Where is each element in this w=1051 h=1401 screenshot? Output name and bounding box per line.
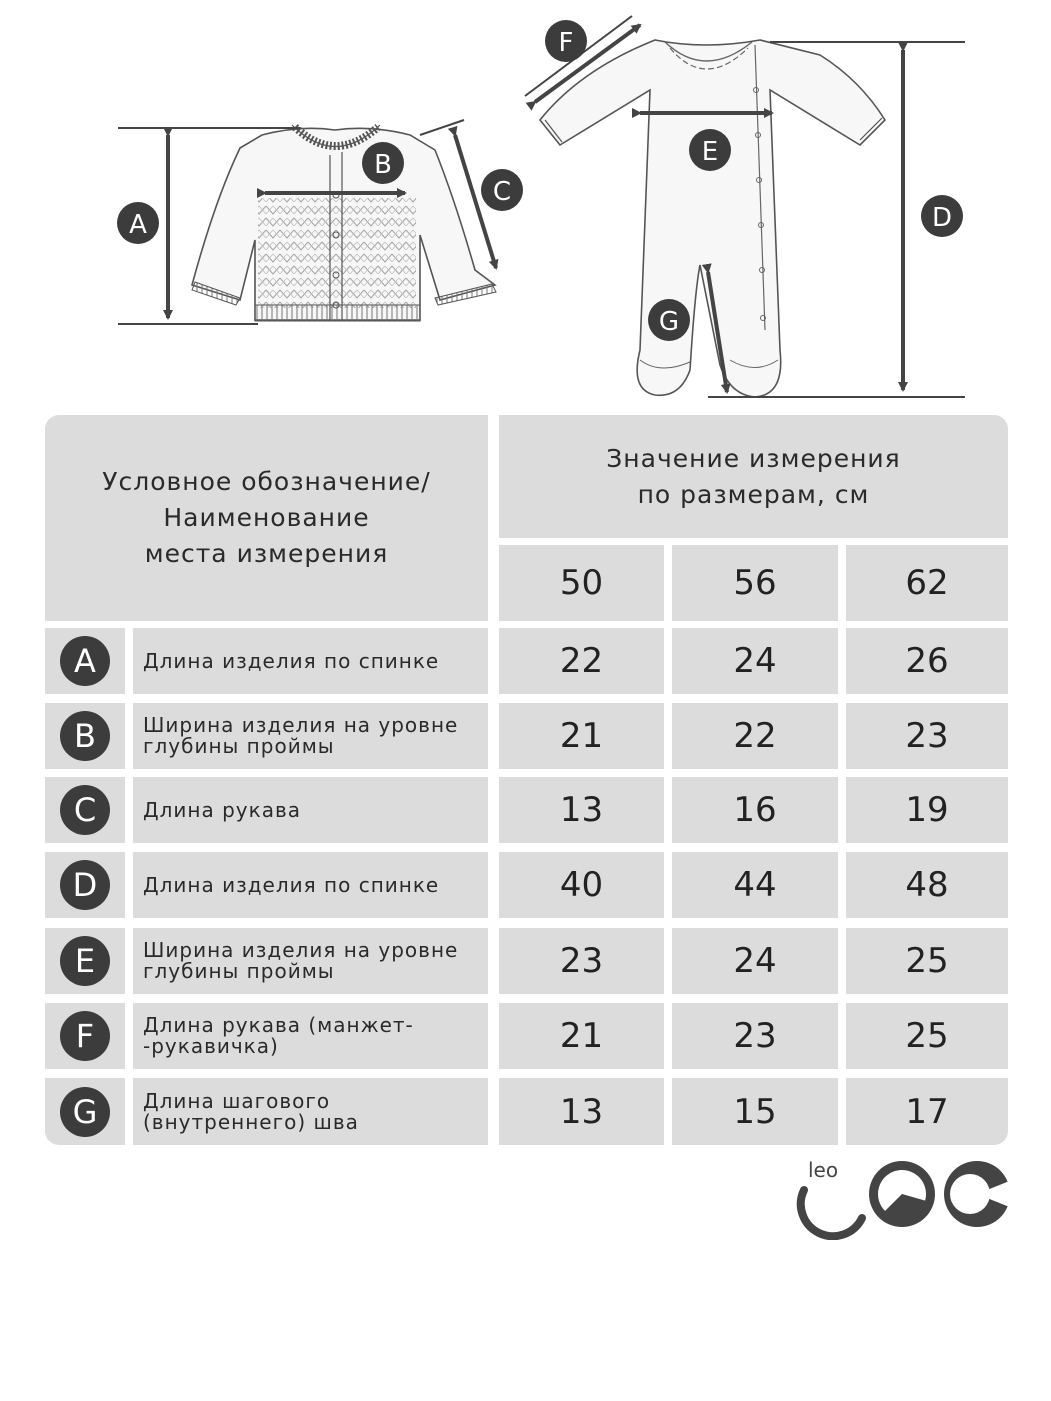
- marker-a: [117, 202, 159, 244]
- row-c-value-62: 19: [846, 777, 1008, 843]
- row-f-value-62: 25: [846, 1003, 1008, 1069]
- row-d-value-50: 40: [499, 852, 664, 918]
- marker-f: [545, 20, 587, 62]
- header-left-line-1: Условное обозначение/: [102, 467, 431, 496]
- sleepsuit-drawing: [540, 40, 885, 397]
- row-b-value-62: 23: [846, 703, 1008, 769]
- row-b-name: Ширина изделия на уровне глубины проймы: [133, 703, 488, 769]
- svg-text:E: E: [701, 137, 719, 167]
- row-c-value-56: 16: [672, 777, 838, 843]
- svg-text:G: G: [658, 307, 680, 337]
- svg-text:B: B: [374, 150, 392, 180]
- brand-logo: [790, 1150, 1015, 1240]
- row-a-letter: [45, 628, 125, 694]
- row-e-letter: [45, 928, 125, 994]
- row-g-value-62: 17: [846, 1078, 1008, 1145]
- row-e-name: Ширина изделия на уровне глубины проймы: [133, 928, 488, 994]
- svg-text:C: C: [492, 177, 512, 207]
- row-d-value-56: 44: [672, 852, 838, 918]
- header-measurement-place: [45, 415, 488, 621]
- svg-text:F: F: [558, 28, 574, 58]
- row-a-value-62: 26: [846, 628, 1008, 694]
- size-header-56: 56: [672, 545, 838, 621]
- svg-text:D: D: [931, 203, 953, 233]
- row-f-value-56: 23: [672, 1003, 838, 1069]
- row-g-name: Длина шагового (внутреннего) шва: [133, 1078, 488, 1145]
- size-header-62: 62: [846, 545, 1008, 621]
- letter-a-badge: A: [60, 636, 110, 686]
- letter-f-badge: F: [60, 1011, 110, 1061]
- header-measurement-value: [499, 415, 1008, 538]
- header-left-line-2: Наименование: [163, 503, 370, 532]
- marker-e: [689, 129, 731, 171]
- row-a-value-50: 22: [499, 628, 664, 694]
- row-b-value-50: 21: [499, 703, 664, 769]
- letter-d-badge: D: [60, 860, 110, 910]
- letter-b-badge: B: [60, 711, 110, 761]
- row-d-letter: [45, 852, 125, 918]
- row-b-letter: [45, 703, 125, 769]
- row-b-value-56: 22: [672, 703, 838, 769]
- row-g-letter: [45, 1078, 125, 1145]
- row-f-name: Длина рукава (манжет- -рукавичка): [133, 1003, 488, 1069]
- cardigan-drawing: [192, 125, 496, 321]
- row-d-value-62: 48: [846, 852, 1008, 918]
- row-e-value-56: 24: [672, 928, 838, 994]
- row-e-value-50: 23: [499, 928, 664, 994]
- row-g-value-56: 15: [672, 1078, 838, 1145]
- row-f-value-50: 21: [499, 1003, 664, 1069]
- row-c-letter: [45, 777, 125, 843]
- row-c-value-50: 13: [499, 777, 664, 843]
- header-right-line-2: по размерам, см: [637, 479, 870, 509]
- letter-e-badge: E: [60, 936, 110, 986]
- size-header-50: 50: [499, 545, 664, 621]
- header-left-line-3: места измерения: [144, 539, 389, 568]
- garment-illustration: [0, 0, 1051, 410]
- svg-text:A: A: [129, 210, 147, 240]
- row-a-name: Длина изделия по спинке: [133, 628, 488, 694]
- row-d-name: Длина изделия по спинке: [133, 852, 488, 918]
- header-right-line-1: Значение измерения: [606, 443, 901, 473]
- row-c-name: Длина рукава: [133, 777, 488, 843]
- row-a-value-56: 24: [672, 628, 838, 694]
- row-f-letter: [45, 1003, 125, 1069]
- marker-d: [921, 195, 963, 237]
- marker-g: [648, 299, 690, 341]
- letter-c-badge: C: [60, 785, 110, 835]
- marker-c: [481, 169, 523, 211]
- row-e-value-62: 25: [846, 928, 1008, 994]
- svg-text:leo: leo: [808, 1158, 839, 1182]
- row-g-value-50: 13: [499, 1078, 664, 1145]
- letter-g-badge: G: [60, 1087, 110, 1137]
- marker-b: [362, 142, 404, 184]
